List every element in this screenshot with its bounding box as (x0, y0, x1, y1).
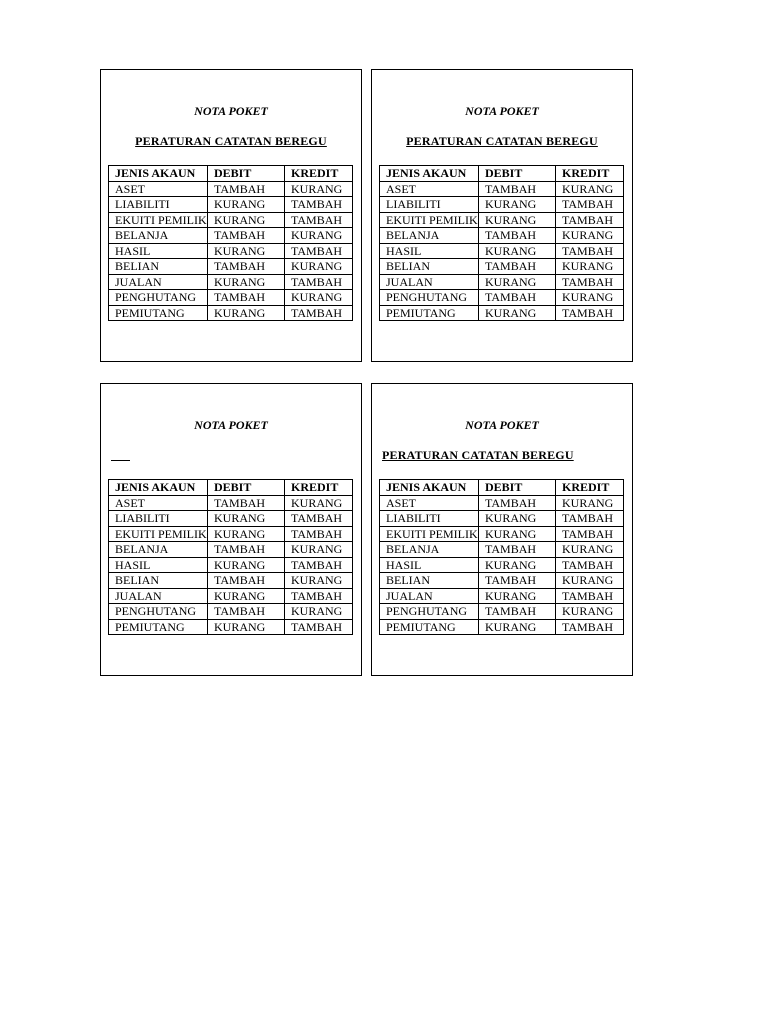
credit-cell: KURANG (556, 290, 624, 306)
card-title: NOTA POKET (194, 104, 268, 118)
debit-cell: KURANG (208, 274, 285, 290)
debit-cell: TAMBAH (208, 290, 285, 306)
account-type-cell: LIABILITI (109, 511, 208, 527)
debit-cell: KURANG (208, 197, 285, 213)
table-header (109, 166, 353, 182)
account-type-cell: BELANJA (109, 228, 208, 244)
debit-cell: KURANG (479, 619, 556, 635)
debit-cell: TAMBAH (208, 542, 285, 558)
table-row (380, 197, 624, 213)
debit-cell: TAMBAH (479, 542, 556, 558)
debit-cell: TAMBAH (208, 181, 285, 197)
account-type-cell: EKUITI PEMILIK (109, 526, 208, 542)
table-header (380, 166, 624, 182)
table-row (109, 305, 353, 321)
account-type-cell: EKUITI PEMILIK (380, 526, 479, 542)
debit-cell: KURANG (479, 511, 556, 527)
column-header: JENIS AKAUN (109, 166, 208, 182)
credit-cell: TAMBAH (285, 197, 353, 213)
table-row (109, 619, 353, 635)
credit-cell: KURANG (285, 542, 353, 558)
credit-cell: TAMBAH (556, 588, 624, 604)
account-type-cell: JUALAN (109, 274, 208, 290)
pocket-note-card (100, 383, 362, 676)
table-row (109, 290, 353, 306)
double-entry-table (108, 479, 353, 635)
table-row (380, 259, 624, 275)
credit-cell: TAMBAH (556, 526, 624, 542)
debit-cell: TAMBAH (208, 228, 285, 244)
account-type-cell: BELIAN (380, 573, 479, 589)
table-row (109, 212, 353, 228)
account-type-cell: LIABILITI (109, 197, 208, 213)
account-type-cell: EKUITI PEMILIK (380, 212, 479, 228)
credit-cell: TAMBAH (285, 305, 353, 321)
table-row (380, 212, 624, 228)
account-type-cell: ASET (109, 181, 208, 197)
account-type-cell: PENGHUTANG (380, 604, 479, 620)
table-row (109, 573, 353, 589)
debit-cell: TAMBAH (479, 604, 556, 620)
credit-cell: TAMBAH (556, 619, 624, 635)
credit-cell: KURANG (556, 228, 624, 244)
double-entry-table (379, 165, 624, 321)
table-row (380, 274, 624, 290)
credit-cell: TAMBAH (556, 511, 624, 527)
credit-cell: KURANG (556, 181, 624, 197)
account-type-cell: BELIAN (109, 573, 208, 589)
table-header-row (109, 166, 353, 182)
debit-cell: KURANG (208, 305, 285, 321)
table-row (380, 228, 624, 244)
table-header (109, 480, 353, 496)
debit-cell: TAMBAH (208, 259, 285, 275)
account-type-cell: BELIAN (380, 259, 479, 275)
account-type-cell: PEMIUTANG (109, 619, 208, 635)
double-entry-table (108, 165, 353, 321)
debit-cell: TAMBAH (479, 495, 556, 511)
card-subtitle: PERATURAN CATATAN BEREGU (382, 448, 574, 462)
account-type-cell: BELANJA (380, 228, 479, 244)
card-subtitle: PERATURAN CATATAN BEREGU (406, 134, 598, 148)
account-type-cell: PEMIUTANG (109, 305, 208, 321)
debit-cell: KURANG (479, 588, 556, 604)
pocket-note-card (100, 69, 362, 362)
table-row (380, 181, 624, 197)
debit-cell: KURANG (208, 588, 285, 604)
credit-cell: KURANG (285, 228, 353, 244)
debit-cell: KURANG (479, 526, 556, 542)
credit-cell: KURANG (285, 495, 353, 511)
table-body (109, 495, 353, 635)
account-type-cell: PENGHUTANG (380, 290, 479, 306)
table-row (109, 526, 353, 542)
table-row (109, 495, 353, 511)
account-type-cell: PENGHUTANG (109, 604, 208, 620)
table-row (380, 526, 624, 542)
account-type-cell: JUALAN (380, 274, 479, 290)
account-type-cell: PENGHUTANG (109, 290, 208, 306)
card-title: NOTA POKET (465, 104, 539, 118)
credit-cell: KURANG (285, 604, 353, 620)
column-header: KREDIT (285, 166, 353, 182)
table-row (380, 619, 624, 635)
table-row (109, 228, 353, 244)
table-row (109, 243, 353, 259)
credit-cell: KURANG (556, 573, 624, 589)
account-type-cell: PEMIUTANG (380, 619, 479, 635)
account-type-cell: PEMIUTANG (380, 305, 479, 321)
table-row (109, 511, 353, 527)
table-body (109, 181, 353, 321)
credit-cell: TAMBAH (556, 197, 624, 213)
account-type-cell: BELANJA (380, 542, 479, 558)
credit-cell: TAMBAH (556, 274, 624, 290)
table-row (380, 290, 624, 306)
debit-cell: TAMBAH (479, 573, 556, 589)
account-type-cell: BELIAN (109, 259, 208, 275)
account-type-cell: BELANJA (109, 542, 208, 558)
table-header-row (109, 480, 353, 496)
account-type-cell: HASIL (109, 243, 208, 259)
table-row (109, 259, 353, 275)
account-type-cell: ASET (109, 495, 208, 511)
column-header: KREDIT (556, 480, 624, 496)
debit-cell: KURANG (479, 274, 556, 290)
table-row (380, 588, 624, 604)
column-header: KREDIT (556, 166, 624, 182)
debit-cell: TAMBAH (479, 290, 556, 306)
blank-underline (111, 448, 130, 461)
credit-cell: TAMBAH (285, 619, 353, 635)
account-type-cell: ASET (380, 495, 479, 511)
credit-cell: KURANG (285, 290, 353, 306)
debit-cell: TAMBAH (479, 259, 556, 275)
table-row (380, 495, 624, 511)
card-title: NOTA POKET (194, 418, 268, 432)
column-header: JENIS AKAUN (380, 480, 479, 496)
table-row (380, 604, 624, 620)
debit-cell: KURANG (208, 526, 285, 542)
table-row (109, 557, 353, 573)
credit-cell: TAMBAH (556, 305, 624, 321)
table-row (380, 542, 624, 558)
table-header-row (380, 480, 624, 496)
card-subtitle: PERATURAN CATATAN BEREGU (135, 134, 327, 148)
table-body (380, 181, 624, 321)
credit-cell: KURANG (285, 259, 353, 275)
column-header: KREDIT (285, 480, 353, 496)
credit-cell: TAMBAH (285, 511, 353, 527)
table-header (380, 480, 624, 496)
account-type-cell: LIABILITI (380, 197, 479, 213)
table-row (109, 197, 353, 213)
account-type-cell: HASIL (109, 557, 208, 573)
table-header-row (380, 166, 624, 182)
column-header: JENIS AKAUN (109, 480, 208, 496)
credit-cell: TAMBAH (285, 557, 353, 573)
pocket-note-card (371, 69, 633, 362)
debit-cell: KURANG (479, 197, 556, 213)
table-row (109, 274, 353, 290)
table-row (380, 305, 624, 321)
credit-cell: TAMBAH (285, 243, 353, 259)
debit-cell: KURANG (208, 557, 285, 573)
debit-cell: TAMBAH (479, 228, 556, 244)
pocket-note-card (371, 383, 633, 676)
account-type-cell: HASIL (380, 243, 479, 259)
card-title: NOTA POKET (465, 418, 539, 432)
card-subtitle-blank (111, 448, 130, 464)
debit-cell: TAMBAH (208, 604, 285, 620)
table-row (380, 511, 624, 527)
debit-cell: KURANG (479, 243, 556, 259)
debit-cell: KURANG (479, 557, 556, 573)
credit-cell: TAMBAH (285, 526, 353, 542)
credit-cell: TAMBAH (285, 274, 353, 290)
credit-cell: KURANG (285, 181, 353, 197)
column-header: DEBIT (479, 166, 556, 182)
double-entry-table (379, 479, 624, 635)
credit-cell: TAMBAH (285, 588, 353, 604)
account-type-cell: LIABILITI (380, 511, 479, 527)
account-type-cell: JUALAN (380, 588, 479, 604)
table-body (380, 495, 624, 635)
debit-cell: KURANG (208, 619, 285, 635)
credit-cell: KURANG (556, 495, 624, 511)
debit-cell: KURANG (208, 212, 285, 228)
account-type-cell: JUALAN (109, 588, 208, 604)
debit-cell: TAMBAH (208, 495, 285, 511)
debit-cell: KURANG (208, 243, 285, 259)
credit-cell: KURANG (556, 604, 624, 620)
debit-cell: TAMBAH (208, 573, 285, 589)
debit-cell: KURANG (208, 511, 285, 527)
column-header: DEBIT (479, 480, 556, 496)
column-header: DEBIT (208, 480, 285, 496)
account-type-cell: HASIL (380, 557, 479, 573)
table-row (109, 604, 353, 620)
debit-cell: KURANG (479, 212, 556, 228)
credit-cell: KURANG (556, 259, 624, 275)
table-row (380, 557, 624, 573)
credit-cell: KURANG (556, 542, 624, 558)
credit-cell: TAMBAH (556, 212, 624, 228)
account-type-cell: ASET (380, 181, 479, 197)
credit-cell: TAMBAH (556, 243, 624, 259)
debit-cell: TAMBAH (479, 181, 556, 197)
table-row (109, 181, 353, 197)
table-row (380, 243, 624, 259)
debit-cell: KURANG (479, 305, 556, 321)
account-type-cell: EKUITI PEMILIK (109, 212, 208, 228)
credit-cell: KURANG (285, 573, 353, 589)
column-header: JENIS AKAUN (380, 166, 479, 182)
credit-cell: TAMBAH (285, 212, 353, 228)
table-row (109, 542, 353, 558)
column-header: DEBIT (208, 166, 285, 182)
table-row (109, 588, 353, 604)
credit-cell: TAMBAH (556, 557, 624, 573)
table-row (380, 573, 624, 589)
